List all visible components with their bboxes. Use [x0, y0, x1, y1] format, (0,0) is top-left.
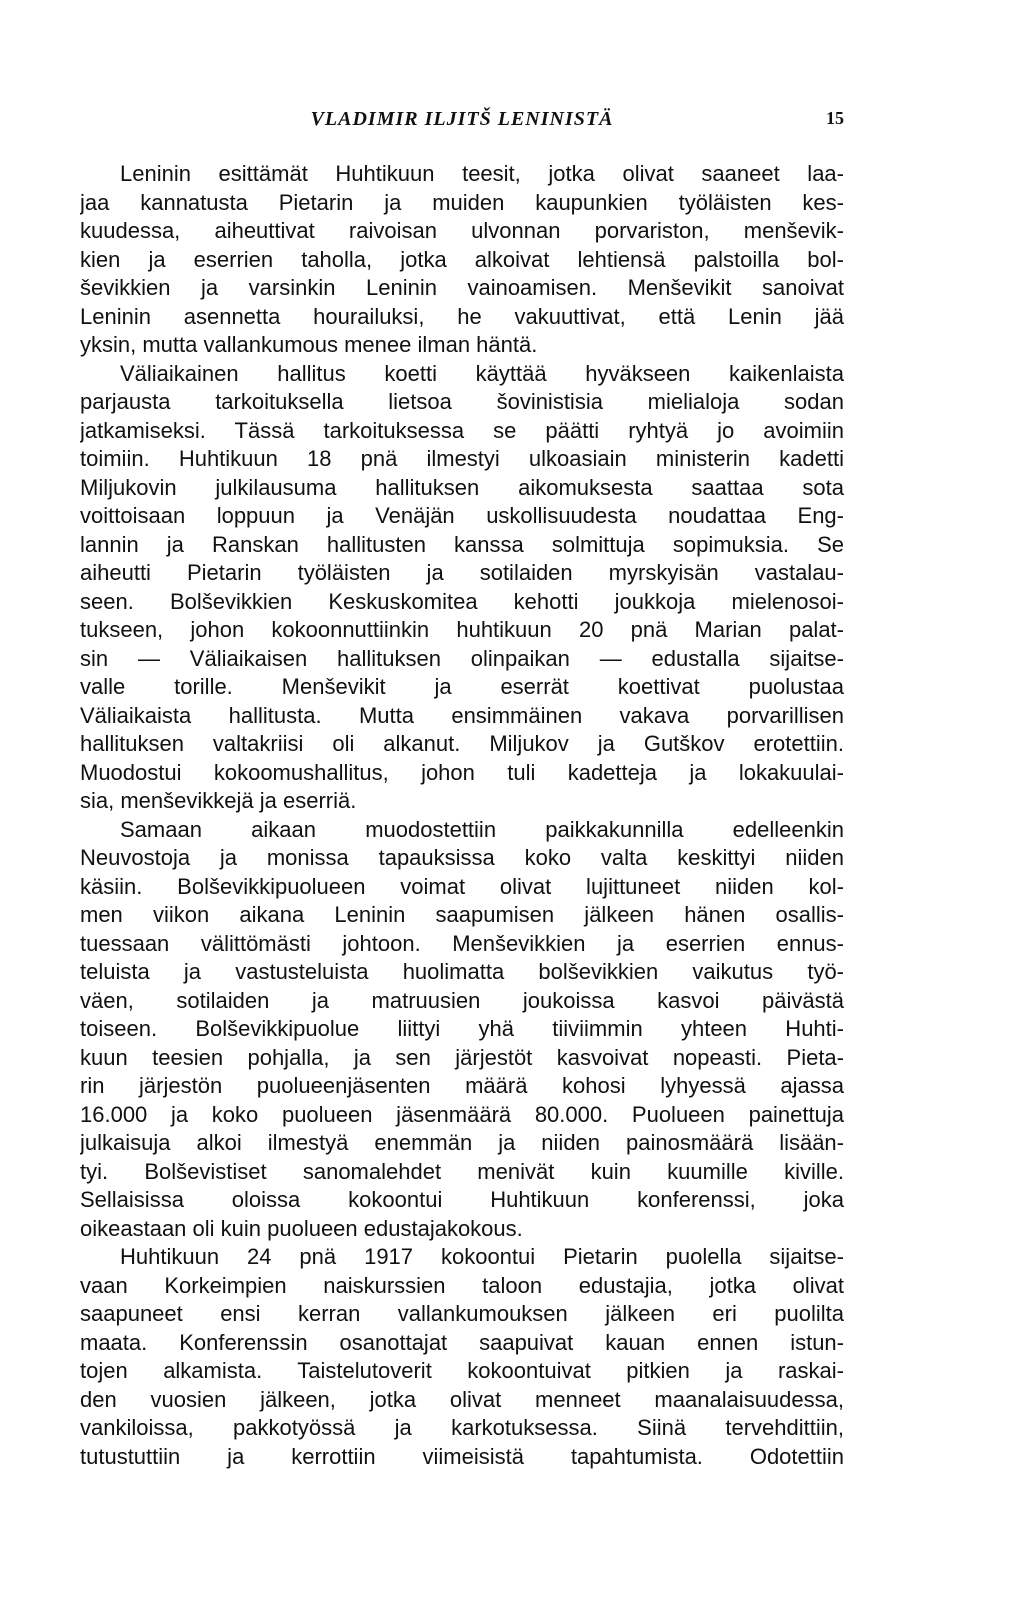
text-line: Väliaikaista hallitusta. Mutta ensimmäinen vakava porvarillisen — [80, 702, 844, 728]
text-line: väen, sotilaiden ja matruusien joukoissa kasvoi päivästä — [80, 987, 844, 1013]
text-line: maata. Konferenssin osanottajat saapuivat kauan ennen istun- — [80, 1329, 844, 1355]
text-line: jaa kannatusta Pietarin ja muiden kaupunkien työläisten kes- — [80, 189, 844, 215]
text-line: julkaisuja alkoi ilmestyä enemmän ja niiden painosmäärä lisään- — [80, 1130, 844, 1155]
text-line: seen. Bolševikkien Keskuskomitea kehotti joukkoja mielenosoi- — [80, 588, 844, 614]
text-line: oikeastaan oli kuin puolueen edustajakokous. — [80, 1215, 523, 1241]
text-line: den vuosien jälkeen, jotka olivat menneet maanalaisuudessa, — [80, 1386, 844, 1412]
running-title: VLADIMIR ILJITŠ LENINISTÄ — [310, 108, 614, 130]
text-line: Leninin esittämät Huhtikuun teesit, jotka olivat saaneet laa- — [120, 161, 844, 186]
text-line: Sellaisissa oloissa kokoontui Huhtikuun konferenssi, joka — [80, 1187, 844, 1212]
text-line: kien ja eserrien taholla, jotka alkoivat lehtiensä palstoilla bol- — [80, 246, 844, 272]
page-number: 15 — [826, 108, 844, 128]
text-line: tukseen, johon kokoonnuttiinkin huhtikuun 20 pnä Marian palat- — [80, 617, 844, 642]
text-line: parjausta tarkoituksella lietsoa šovinistisia mielialoja sodan — [80, 389, 844, 414]
text-line: sin — Väliaikaisen hallituksen olinpaikan — edustalla sijaitse- — [80, 645, 844, 671]
text-line: toiseen. Bolševikkipuolue liittyi yhä tiiviimmin yhteen Huhti- — [80, 1016, 844, 1041]
text-line: rin järjestön puolueenjäsenten määrä kohosi lyhyessä ajassa — [80, 1073, 844, 1098]
text-line: saapuneet ensi kerran vallankumouksen jälkeen eri puolilta — [80, 1301, 844, 1326]
text-line: Neuvostoja ja monissa tapauksissa koko valta keskittyi niiden — [80, 845, 844, 870]
text-line: vankiloissa, pakkotyössä ja karkotuksessa. Siinä tervehdittiin, — [80, 1415, 844, 1440]
text-line: Miljukovin julkilausuma hallituksen aikomuksesta saattaa sota — [80, 474, 844, 500]
text-line: Leninin asennetta hourailuksi, he vakuuttivat, että Lenin jää — [80, 303, 844, 329]
text-line: toimiin. Huhtikuun 18 pnä ilmestyi ulkoasiain ministerin kadetti — [80, 446, 844, 471]
text-line: valle torille. Menševikit ja eserrät koettivat puolustaa — [80, 674, 844, 699]
running-head — [80, 108, 844, 138]
text-line: 16.000 ja koko puolueen jäsenmäärä 80.000. Puolueen painettuja — [80, 1101, 844, 1127]
text-line: sia, menševikkejä ja eserriä. — [80, 788, 357, 813]
text-line: hallituksen valtakriisi oli alkanut. Miljukov ja Gutškov erotettiin. — [80, 731, 844, 756]
text-line: tutustuttiin ja kerrottiin viimeisistä tapahtumista. Odotettiin — [80, 1443, 844, 1469]
text-line: tyi. Bolševistiset sanomalehdet menivät kuin kuumille kiville. — [80, 1158, 844, 1184]
text-line: vaan Korkeimpien naiskurssien taloon edustajia, jotka olivat — [80, 1272, 844, 1298]
text-line: Huhtikuun 24 pnä 1917 kokoontui Pietarin puolella sijaitse- — [120, 1244, 844, 1269]
text-line: lannin ja Ranskan hallitusten kanssa solmittuja sopimuksia. Se — [80, 531, 844, 557]
text-line: teluista ja vastusteluista huolimatta bolševikkien vaikutus työ- — [80, 959, 844, 984]
text-line: tojen alkamista. Taistelutoverit kokoontuivat pitkien ja raskai- — [80, 1358, 844, 1383]
text-line: tuessaan välittömästi johtoon. Menševikkien ja eserrien ennus- — [80, 930, 844, 956]
text-line: Muodostui kokoomushallitus, johon tuli kadetteja ja lokakuulai- — [80, 759, 844, 785]
text-line: ševikkien ja varsinkin Leninin vainoamisen. Menševikit sanoivat — [80, 275, 844, 300]
text-line: yksin, mutta vallankumous menee ilman häntä. — [80, 332, 538, 357]
text-line: men viikon aikana Leninin saapumisen jälkeen hänen osallis- — [80, 902, 844, 927]
text-line: Samaan aikaan muodostettiin paikkakunnilla edelleenkin — [120, 816, 844, 842]
text-line: jatkamiseksi. Tässä tarkoituksessa se päätti ryhtyä jo avoimiin — [80, 417, 844, 443]
text-line: kuudessa, aiheuttivat raivoisan ulvonnan porvariston, menševik- — [80, 218, 844, 243]
text-line: kuun teesien pohjalla, ja sen järjestöt kasvoivat nopeasti. Pieta- — [80, 1044, 844, 1070]
text-line: voittoisaan loppuun ja Venäjän uskollisuudesta noudattaa Eng- — [80, 503, 844, 528]
text-line: aiheutti Pietarin työläisten ja sotilaiden myrskyisän vastalau- — [80, 560, 844, 585]
text-line: Väliaikainen hallitus koetti käyttää hyväkseen kaikenlaista — [120, 360, 844, 386]
body-text — [80, 160, 844, 1471]
text-line: käsiin. Bolševikkipuolueen voimat olivat lujittuneet niiden kol- — [80, 873, 844, 899]
